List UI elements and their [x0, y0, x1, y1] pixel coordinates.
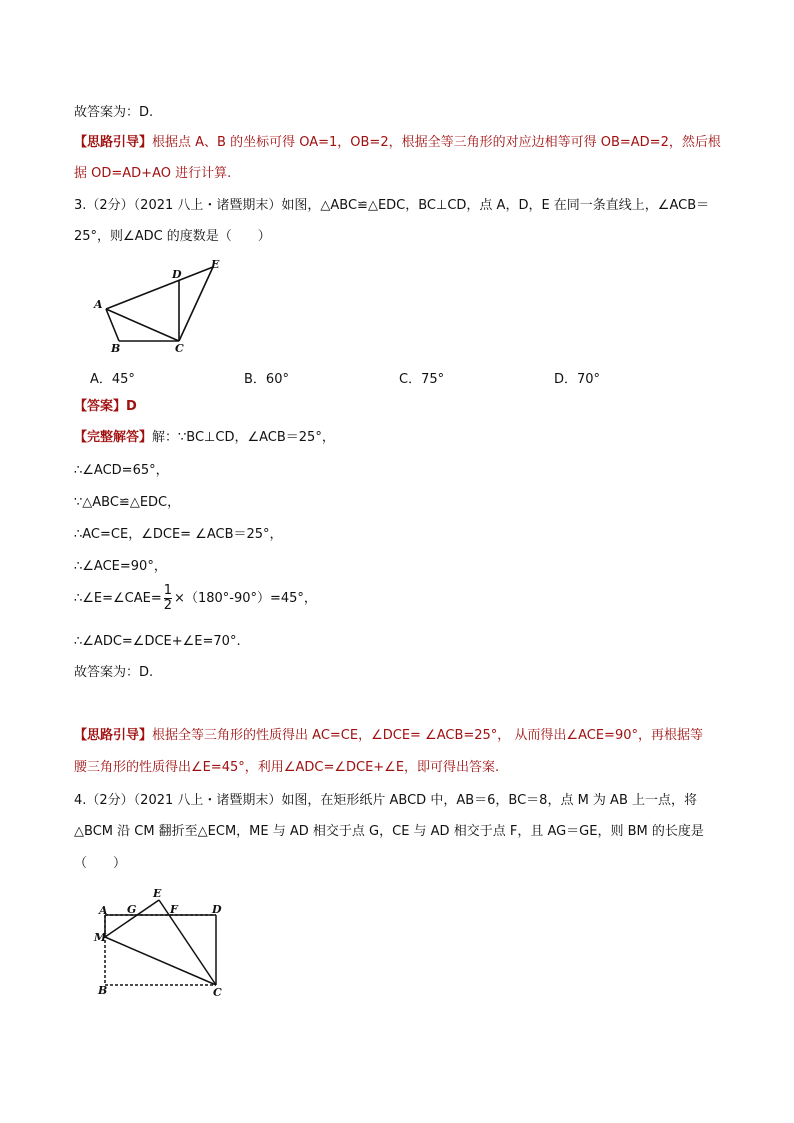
- q4-label-e: E: [153, 887, 162, 900]
- q4-label-d: D: [212, 903, 222, 916]
- q3-stem-line-1: 3.（2分）（2021 八上・诸暨期末）如图，△ABC≌△EDC，BC⊥CD，点 A，D，E 在同一条直线上，∠ACB＝: [74, 198, 710, 213]
- q3-option-c: C．75°: [399, 372, 445, 387]
- q3-solution-line-2: ∴∠ACD=65°，: [74, 463, 169, 478]
- q3-answer: 【答案】D: [74, 399, 137, 414]
- q3-label-d: D: [172, 268, 182, 281]
- solution-text: 解：∵BC⊥CD，∠ACB＝25°，: [152, 430, 335, 445]
- previous-hint-line-1: [74, 134, 721, 152]
- fraction-numerator: 1: [163, 583, 173, 598]
- q4-label-b: B: [98, 984, 108, 997]
- q3-label-b: B: [111, 342, 121, 355]
- q3-hint-text: 根据全等三角形的性质得出 AC=CE，∠DCE= ∠ACB=25°， 从而得出∠ACE=90°，再根据等: [152, 728, 703, 743]
- previous-hint-line-2: 据 OD=AD+AO 进行计算.: [74, 166, 232, 181]
- solution-line-6-post: ×（180°-90°）=45°，: [174, 591, 317, 606]
- q3-label-c: C: [175, 342, 184, 355]
- hint-label: 【思路引导】: [74, 135, 153, 150]
- q3-option-b: B．60°: [244, 372, 289, 387]
- fraction-denominator: 2: [163, 598, 173, 613]
- q3-label-e: E: [211, 258, 220, 271]
- q4-label-c: C: [213, 986, 222, 999]
- q4-label-m: M: [94, 931, 107, 944]
- q3-figure: [90, 258, 230, 358]
- q3-solution-line-5: ∴∠ACE=90°，: [74, 559, 167, 574]
- q4-label-a: A: [99, 904, 108, 917]
- q3-solution-line-7: ∴∠ADC=∠DCE+∠E=70°.: [74, 634, 241, 649]
- q3-solution-line-3: ∵△ABC≌△EDC，: [74, 495, 181, 510]
- q3-hint-line-1: [74, 727, 703, 745]
- hint-text: 根据点 A、B 的坐标可得 OA=1，OB=2，根据全等三角形的对应边相等可得 OB=AD=2，然后根: [152, 135, 721, 150]
- fraction-one-half: [164, 584, 172, 613]
- q4-label-f: F: [170, 903, 178, 916]
- previous-answer-conclusion: 故答案为：D.: [74, 105, 154, 120]
- q4-label-g: G: [127, 903, 137, 916]
- q3-solution-line-1: [74, 429, 335, 447]
- solution-label: 【完整解答】: [74, 430, 153, 445]
- q4-stem-line-3: （ ）: [74, 856, 127, 871]
- q3-option-d: D．70°: [554, 372, 601, 387]
- solution-line-6-pre: ∴∠E=∠CAE=: [74, 591, 162, 606]
- q3-solution-line-4: ∴AC=CE，∠DCE= ∠ACB＝25°，: [74, 527, 283, 542]
- q4-figure: [90, 884, 240, 1004]
- q3-label-a: A: [94, 298, 103, 311]
- q4-stem-line-1: 4.（2分）（2021 八上・诸暨期末）如图，在矩形纸片 ABCD 中，AB＝6，BC＝8，点 M 为 AB 上一点，将: [74, 793, 698, 808]
- q3-hint-line-2: 腰三角形的性质得出∠E=45°，利用∠ADC=∠DCE+∠E，即可得出答案.: [74, 760, 500, 775]
- q3-stem-line-2: 25°，则∠ADC 的度数是（ ）: [74, 229, 271, 244]
- q3-option-a: A．45°: [90, 372, 135, 387]
- q4-stem-line-2: △BCM 沿 CM 翻折至△ECM，ME 与 AD 相交于点 G，CE 与 AD 相交于点 F，且 AG＝GE，则 BM 的长度是: [74, 824, 704, 839]
- q3-solution-line-6: [74, 584, 317, 613]
- q3-conclusion: 故答案为：D.: [74, 665, 154, 680]
- q3-hint-label: 【思路引导】: [74, 728, 153, 743]
